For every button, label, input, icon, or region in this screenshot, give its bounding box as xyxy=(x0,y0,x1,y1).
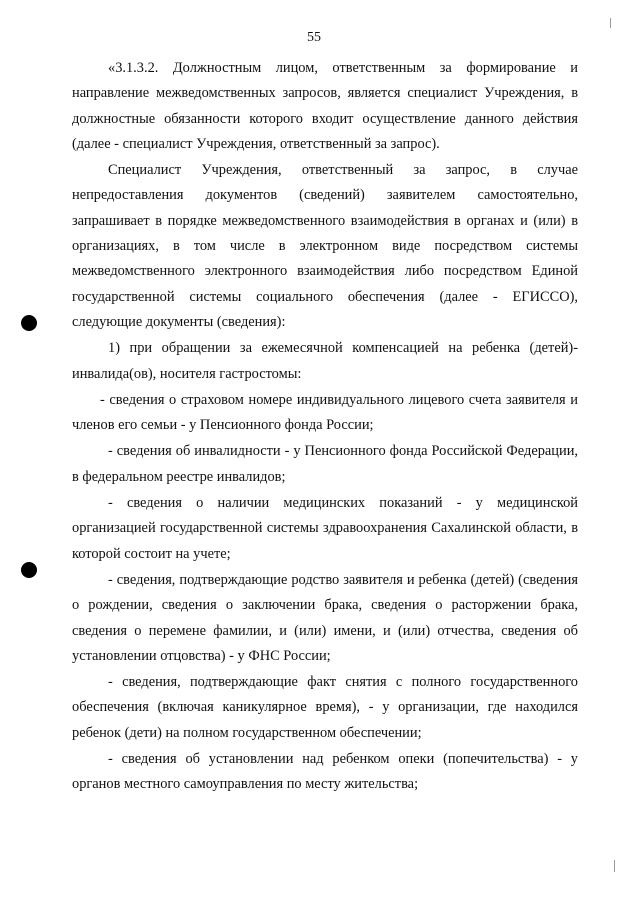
list-item-state-support: - сведения, подтверждающие факт снятия с полного государственного обеспечения (включая каникулярное время), - у организации, где находился ребенок (дети) на полном государственном обеспечении; xyxy=(72,674,578,741)
paragraph-item-1: 1) при обращении за ежемесячной компенсацией на ребенка (детей)-инвалида(ов), носителя гастростомы: xyxy=(72,340,578,382)
punch-hole-bottom xyxy=(21,562,37,578)
list-item-kinship: - сведения, подтверждающие родство заявителя и ребенка (детей) (сведения о рождении, сведения о заключении брака, сведения о расторжении брака, сведения о перемене фамилии, и (или) имени, и (или) отчества, сведения об установлении отцовства) - у ФНС России; xyxy=(72,571,578,664)
page-number: 55 xyxy=(307,30,321,45)
scan-edge-mark-top xyxy=(610,18,611,28)
list-item-guardianship: - сведения об установлении над ребенком опеки (попечительства) - у органов местного самоуправления по месту жительства; xyxy=(72,751,578,793)
paragraph-responsible-official: «3.1.3.2. Должностным лицом, ответственным за формирование и направление межведомственных запросов, является специалист Учреждения, в должностные обязанности которого входит осуществление данного действия (далее - специалист Учреждения, ответственный за запрос). xyxy=(72,60,578,152)
list-item-insurance-number: - сведения о страховом номере индивидуального лицевого счета заявителя и членов его семьи - у Пенсионного фонда России; xyxy=(72,391,578,434)
scan-edge-mark-bottom xyxy=(614,860,615,872)
paragraph-specialist-requests: Специалист Учреждения, ответственный за запрос, в случае непредоставления документов (сведений) заявителем самостоятельно, запрашивает в порядке межведомственного взаимодействия в органах и (или) в организациях, в том числе в электронном виде посредством системы межведомственного электронного взаимодействия либо посредством Единой государственной системы социального обеспечения (далее - ЕГИССО), следующие документы (сведения): xyxy=(72,162,578,330)
list-item-medical-indications: - сведения о наличии медицинских показаний - у медицинской организацией государственной системы здравоохранения Сахалинской области, в которой состоит на учете; xyxy=(72,495,578,562)
list-item-disability: - сведения об инвалидности - у Пенсионного фонда Российской Федерации, в федеральном реестре инвалидов; xyxy=(72,443,578,485)
document-body xyxy=(72,56,578,799)
punch-hole-top xyxy=(21,315,37,331)
